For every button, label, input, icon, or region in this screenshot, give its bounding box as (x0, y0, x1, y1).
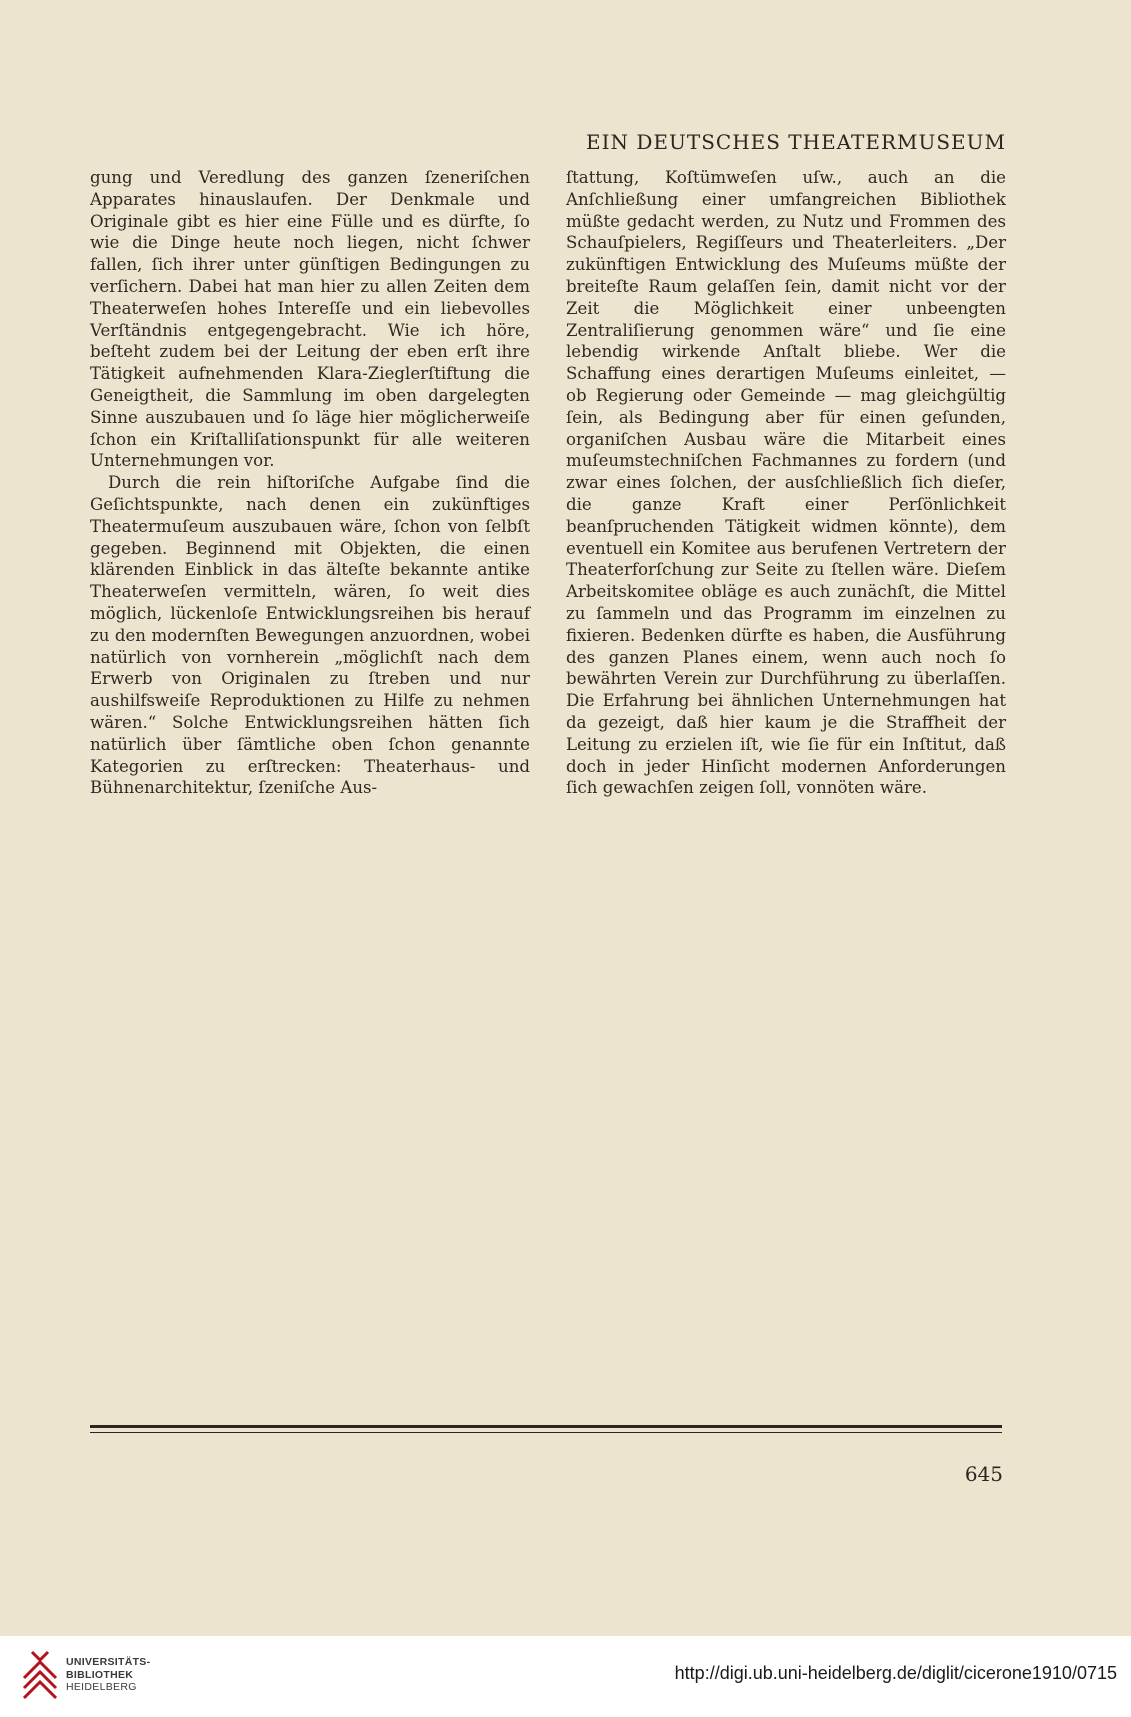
running-title: EIN DEUTSCHES THEATERMUSEUM (586, 130, 1006, 154)
page-number: 645 (964, 1462, 1003, 1486)
text-column-left (90, 167, 530, 799)
library-name-line: UNIVERSITÄTS- (66, 1656, 151, 1668)
library-name-line: HEIDELBERG (66, 1681, 137, 1693)
source-url-link[interactable]: http://digi.ub.uni-heidelberg.de/diglit/cicerone1910/0715 (674, 1663, 1117, 1683)
digitization-footer (0, 1636, 1131, 1717)
library-name-line: BIBLIOTHEK (66, 1668, 134, 1681)
footer-rule-thin (90, 1432, 1002, 1433)
library-logo-icon[interactable] (20, 1646, 60, 1704)
footer-rule-thick (90, 1425, 1002, 1428)
library-name[interactable] (66, 1656, 150, 1694)
text-column-right (566, 167, 1006, 799)
paragraph: ſtattung, Koſtümweſen uſw., auch an die Anſchließung einer umfangreichen Bibliothek müßte gedacht werden, zu Nutz und Frommen des Schauſpielers, Regiſſeurs und Theaterleiters. „Der zukünftigen Entwicklung des Muſeums müßte der breiteſte Raum gelaſſen ſein, damit nicht vor der Zeit die Möglichkeit einer unbeengten Zentraliſierung genommen wäre“ und ſie eine lebendig wirkende Anſtalt bliebe. Wer die Schaffung eines derartigen Muſeums einleitet, — ob Regierung oder Gemeinde — mag gleichgültig ſein, als Bedingung aber für einen geſunden, organiſchen Ausbau wäre die Mitarbeit eines muſeumstechniſchen Fachmannes zu fordern (und zwar eines ſolchen, der ausſchließlich ſich dieſer, die ganze Kraft einer Perſönlichkeit beanſpruchenden Tätigkeit widmen könnte), dem eventuell ein Komitee aus berufenen Vertretern der Theaterforſchung zur Seite zu ſtellen wäre. Dieſem Arbeitskomitee obläge es auch zunächſt, die Mittel zu ſammeln und das Programm im einzelnen zu fixieren. Bedenken dürfte es haben, die Ausführung des ganzen Planes einem, wenn auch noch ſo bewährten Verein zur Durchführung zu überlaſſen. Die Erfahrung bei ähnlichen Unternehmungen hat da gezeigt, daß hier kaum je die Straffheit der Leitung zu erzielen iſt, wie ſie für ein Inſtitut, daß doch in jeder Hinſicht modernen Anforderungen ſich gewachſen zeigen ſoll, vonnöten wäre. (566, 168, 1006, 798)
paragraph: gung und Veredlung des ganzen ſzeneriſchen Apparates hinauslaufen. Der Denkmale und Originale gibt es hier eine Fülle und es dürfte, ſo wie die Dinge heute noch liegen, nicht ſchwer fallen, ſich ihrer unter günſtigen Bedingungen zu verſichern. Dabei hat man hier zu allen Zeiten dem Theaterweſen hohes Intereſſe und ein liebevolles Verſtändnis entgegengebracht. Wie ich höre, beſteht zudem bei der Leitung der eben erſt ihre Tätigkeit aufnehmenden Klara-Zieglerſtiftung die Geneigtheit, die Sammlung im oben dargelegten Sinne auszubauen und ſo läge hier möglicherweiſe ſchon ein Kriſtalliſationspunkt für alle weiteren Unternehmungen vor. (90, 168, 530, 471)
paragraph: Durch die rein hiſtoriſche Aufgabe ſind die Geſichtspunkte, nach denen ein zukünftiges Theatermuſeum auszubauen wäre, ſchon von ſelbſt gegeben. Beginnend mit Objekten, die einen klärenden Einblick in das älteſte bekannte antike Theaterweſen vermitteln, wären, ſo weit dies möglich, lückenloſe Entwicklungsreihen bis herauf zu den modernſten Bewegungen anzuordnen, wobei natürlich von vornherein „möglichſt nach dem Erwerb von Originalen zu ſtreben und nur aushilfsweiſe Reproduktionen zu Hilfe zu nehmen wären.“ Solche Entwicklungsreihen hätten ſich natürlich über ſämtliche oben ſchon genannte Kategorien zu erſtrecken: Theaterhaus- und Bühnenarchitektur, ſzeniſche Aus- (90, 473, 530, 798)
